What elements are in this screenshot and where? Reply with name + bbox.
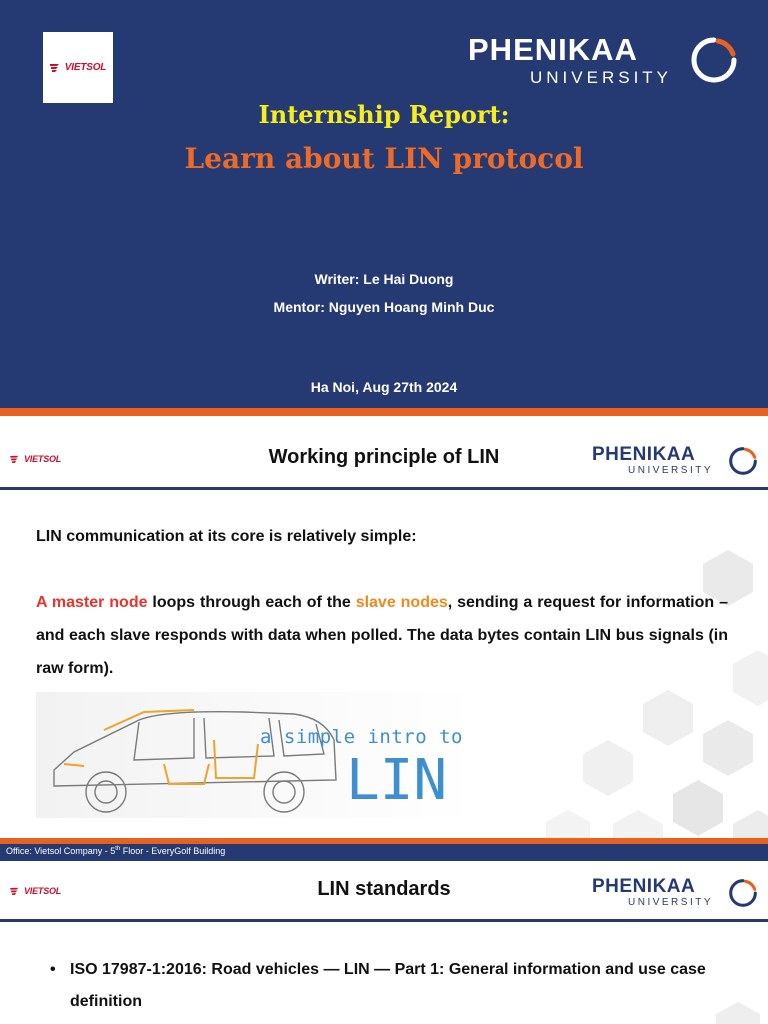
office-sup: th — [115, 846, 121, 852]
slave-nodes-highlight: slave nodes — [355, 594, 448, 611]
intro-text: LIN communication at its core is relatively simple: — [36, 528, 417, 545]
phenikaa-logo-university: UNIVERSITY — [530, 68, 673, 87]
paragraph-segment: loops through each of the — [147, 594, 356, 611]
car-outline-illustration — [44, 700, 344, 818]
office-prefix: Office: Vietsol Company - 5 — [6, 846, 116, 856]
lin-intro-banner — [36, 692, 476, 818]
slide-header — [0, 430, 768, 490]
phenikaa-logo-name: PHENIKAA — [592, 444, 696, 465]
vietsol-wing-icon — [50, 63, 64, 72]
phenikaa-ring-icon — [727, 445, 759, 477]
paragraph-rest: , sending a request for information – and each slave responds with data when polled. The data bytes contain LIN bus signals (in raw form). — [36, 594, 728, 677]
phenikaa-logo-university: UNIVERSITY — [628, 897, 714, 908]
vietsol-logo-text: VIETSOL — [64, 62, 107, 73]
phenikaa-logo-name: PHENIKAA — [592, 876, 696, 897]
mentor-line: Mentor: Nguyen Hoang Minh Duc — [273, 299, 495, 315]
bullet-icon: • — [50, 961, 56, 978]
title-orange-bar — [0, 408, 768, 416]
phenikaa-ring-icon — [688, 34, 740, 86]
standards-list — [50, 954, 730, 1018]
slide-header — [0, 862, 768, 922]
report-title: Learn about LIN protocol — [184, 142, 584, 175]
master-node-highlight: A master node — [36, 594, 148, 611]
footer-orange-bar — [0, 838, 768, 844]
writer-line: Writer: Le Hai Duong — [314, 271, 454, 287]
office-suffix: Floor - EveryGolf Building — [120, 846, 226, 856]
phenikaa-ring-icon — [727, 877, 759, 909]
banner-lin-wordmark: LIN — [346, 748, 448, 813]
office-address — [6, 846, 225, 856]
slide-lin-standards — [0, 862, 768, 1024]
phenikaa-logo-name: PHENIKAA — [468, 32, 638, 67]
phenikaa-logo-university: UNIVERSITY — [628, 465, 714, 476]
master-slave-paragraph — [36, 586, 728, 685]
header-rule — [0, 487, 768, 490]
phenikaa-logo — [468, 32, 740, 92]
banner-tagline: a simple intro to — [260, 726, 463, 748]
phenikaa-header-logo — [592, 876, 762, 912]
header-rule — [0, 919, 768, 922]
vietsol-logo — [50, 62, 106, 73]
list-item — [50, 954, 730, 1018]
phenikaa-header-logo — [592, 444, 762, 480]
vietsol-logo-text: VIETSOL — [24, 886, 62, 896]
vietsol-logo-text: VIETSOL — [24, 454, 62, 464]
place-date-line: Ha Noi, Aug 27th 2024 — [310, 379, 458, 395]
standard-text: ISO 17987-1:2016: Road vehicles — LIN — Part 1: General information and use case definition — [70, 961, 706, 1010]
slide-title: Working principle of LIN — [268, 446, 500, 468]
report-kicker: Internship Report: — [258, 100, 510, 129]
vietsol-logo-box — [43, 32, 113, 103]
slide-title: LIN standards — [317, 878, 451, 900]
title-slide — [0, 0, 768, 416]
slide-working-principle — [0, 430, 768, 846]
footer-strip — [0, 838, 768, 861]
